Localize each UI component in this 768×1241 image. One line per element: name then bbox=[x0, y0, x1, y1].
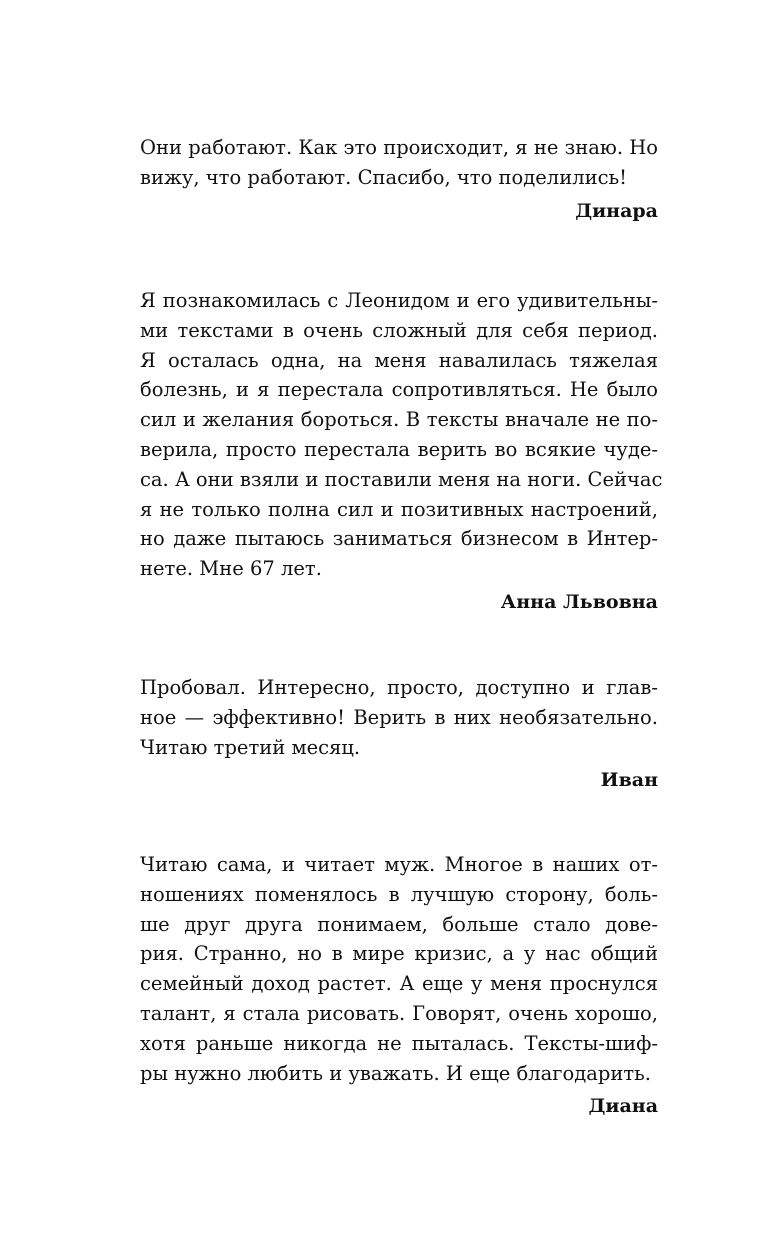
text-line: ше друг друга понимаем, больше стало дове- bbox=[140, 912, 658, 936]
text-line: Пробовал. Интересно, просто, доступно и глав- bbox=[140, 676, 658, 699]
text-line: рия. Странно, но в мире кризис, а у нас общий bbox=[140, 942, 658, 966]
text-line: Я познакомилась с Леонидом и его удивительны- bbox=[140, 289, 658, 312]
text-line: ное — эффективно! Верить в них необязательно. bbox=[140, 705, 658, 729]
text-line: Я осталась одна, на меня навалилась тяжелая bbox=[140, 348, 658, 372]
review-author: Анна Львовна bbox=[500, 590, 658, 613]
text-line: вижу, что работают. Спасибо, что поделились! bbox=[140, 165, 627, 189]
text-line: са. А они взяли и поставили меня на ноги. Сейчас bbox=[140, 467, 663, 491]
text-line: хотя раньше никогда не пыталась. Тексты-шиф- bbox=[140, 1031, 658, 1055]
text-line: но даже пытаюсь заниматься бизнесом в Интер- bbox=[140, 527, 658, 551]
review-text bbox=[140, 286, 663, 584]
text-line: семейный доход растет. А еще у меня проснулся bbox=[140, 972, 658, 996]
review bbox=[140, 673, 658, 795]
review-author: Диана bbox=[588, 1095, 658, 1118]
text-line: верила, просто перестала верить во всякие чуде- bbox=[140, 437, 658, 461]
text-line: талант, я стала рисовать. Говорят, очень хорошо, bbox=[140, 1001, 658, 1025]
text-line: я не только полна сил и позитивных настроений, bbox=[140, 497, 658, 521]
review bbox=[140, 286, 663, 617]
review-text bbox=[140, 673, 658, 762]
text-line: нете. Мне 67 лет. bbox=[140, 557, 322, 581]
text-line: Читаю сама, и читает муж. Многое в наших от- bbox=[140, 853, 658, 876]
text-line: Читаю третий месяц. bbox=[140, 735, 361, 759]
text-line: болезнь, и я перестала сопротивляться. Не было bbox=[140, 378, 658, 402]
review-author: Динара bbox=[575, 199, 658, 222]
review bbox=[140, 133, 658, 226]
text-line: ры нужно любить и уважать. И еще благодарить. bbox=[140, 1061, 651, 1085]
review-author: Иван bbox=[600, 769, 658, 792]
text-line: сил и желания бороться. В тексты вначале не по- bbox=[140, 408, 658, 432]
review bbox=[140, 850, 658, 1121]
review-text bbox=[140, 133, 658, 193]
text-line: Они работают. Как это происходит, я не знаю. Но bbox=[140, 136, 658, 159]
text-line: ми текстами в очень сложный для себя период. bbox=[140, 318, 658, 342]
text-line: ношениях поменялось в лучшую сторону, боль- bbox=[140, 882, 658, 906]
review-text bbox=[140, 850, 658, 1088]
